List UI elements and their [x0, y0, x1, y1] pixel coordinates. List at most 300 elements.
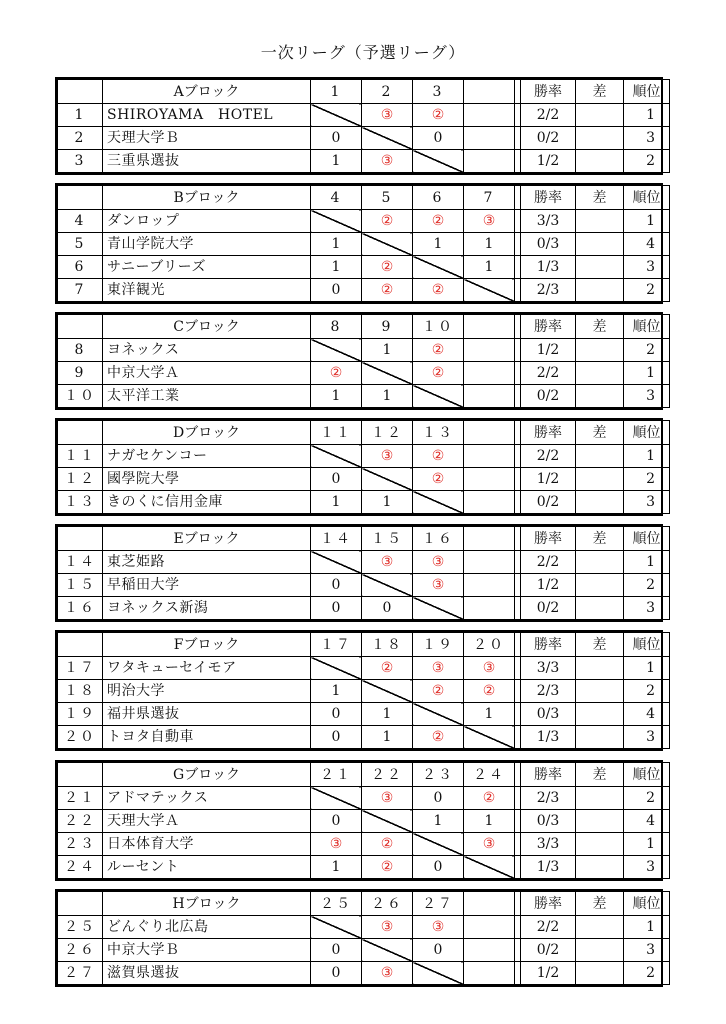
opponent-column-header: ２１ — [311, 763, 362, 787]
standing-rank: 1 — [624, 210, 670, 233]
team-number: 4 — [58, 210, 103, 233]
diff-header: 差 — [576, 633, 624, 657]
header-blank-cell — [58, 633, 103, 657]
win-rate: 2/3 — [521, 279, 576, 302]
point-difference — [576, 279, 624, 302]
rank-header: 順位 — [624, 315, 670, 339]
team-number: １６ — [58, 597, 103, 620]
team-number: ２４ — [58, 856, 103, 879]
league-block — [55, 524, 663, 622]
opponent-column-header: 4 — [311, 186, 362, 210]
table-row — [58, 385, 670, 408]
match-result-cell — [464, 962, 515, 985]
match-result-cell — [464, 916, 515, 939]
opponent-column-header: ２４ — [464, 763, 515, 787]
opponent-column-header: 9 — [362, 315, 413, 339]
table-row — [58, 939, 670, 962]
match-result-cell: ② — [362, 657, 413, 680]
match-result-cell: ③ — [362, 445, 413, 468]
table-row — [58, 339, 670, 362]
win-rate: 2/2 — [521, 104, 576, 127]
team-name: 滋賀県選抜 — [103, 962, 311, 985]
self-match-cell — [311, 916, 362, 939]
point-difference — [576, 210, 624, 233]
team-number: １８ — [58, 680, 103, 703]
match-result-cell: 0 — [362, 597, 413, 620]
team-name: 福井県選抜 — [103, 703, 311, 726]
standing-rank: 1 — [624, 445, 670, 468]
point-difference — [576, 339, 624, 362]
self-match-cell — [362, 468, 413, 491]
team-number: １１ — [58, 445, 103, 468]
match-result-cell: 0 — [311, 468, 362, 491]
point-difference — [576, 385, 624, 408]
team-number: 3 — [58, 150, 103, 173]
opponent-column-header: ２０ — [464, 633, 515, 657]
match-result-cell: 0 — [413, 787, 464, 810]
win-rate: 3/3 — [521, 210, 576, 233]
league-block — [55, 630, 663, 751]
match-result-cell: ② — [413, 362, 464, 385]
standing-rank: 3 — [624, 127, 670, 150]
standing-rank: 2 — [624, 787, 670, 810]
team-number: 9 — [58, 362, 103, 385]
opponent-column-header: １８ — [362, 633, 413, 657]
table-row — [58, 445, 670, 468]
block-name: Fブロック — [103, 633, 311, 657]
opponent-column-header: １７ — [311, 633, 362, 657]
match-result-cell: 0 — [311, 127, 362, 150]
match-result-cell: ③ — [464, 210, 515, 233]
self-match-cell — [413, 833, 464, 856]
table-row — [58, 916, 670, 939]
point-difference — [576, 680, 624, 703]
block-name: Eブロック — [103, 527, 311, 551]
opponent-column-header — [464, 80, 515, 104]
header-blank-cell — [58, 763, 103, 787]
self-match-cell — [464, 279, 515, 302]
league-block — [55, 760, 663, 881]
match-result-cell: ③ — [362, 962, 413, 985]
point-difference — [576, 597, 624, 620]
match-result-cell: ② — [413, 468, 464, 491]
point-difference — [576, 916, 624, 939]
standing-rank: 4 — [624, 233, 670, 256]
self-match-cell — [362, 233, 413, 256]
point-difference — [576, 150, 624, 173]
rate-header: 勝率 — [521, 186, 576, 210]
team-number: 8 — [58, 339, 103, 362]
table-row — [58, 491, 670, 514]
league-block — [55, 312, 663, 410]
win-rate: 3/3 — [521, 833, 576, 856]
point-difference — [576, 468, 624, 491]
point-difference — [576, 726, 624, 749]
match-result-cell — [464, 468, 515, 491]
point-difference — [576, 939, 624, 962]
block-header-row — [58, 892, 670, 916]
match-result-cell — [464, 574, 515, 597]
team-name: ルーセント — [103, 856, 311, 879]
match-result-cell: ③ — [362, 916, 413, 939]
self-match-cell — [362, 939, 413, 962]
standing-rank: 2 — [624, 468, 670, 491]
point-difference — [576, 856, 624, 879]
opponent-column-header: ２３ — [413, 763, 464, 787]
opponent-column-header: １５ — [362, 527, 413, 551]
opponent-column-header — [464, 315, 515, 339]
match-result-cell: 0 — [413, 939, 464, 962]
team-name: 明治大学 — [103, 680, 311, 703]
match-result-cell — [464, 551, 515, 574]
match-result-cell: ③ — [413, 657, 464, 680]
match-result-cell: 0 — [311, 574, 362, 597]
team-number: ２５ — [58, 916, 103, 939]
block-name: Hブロック — [103, 892, 311, 916]
standing-rank: 2 — [624, 680, 670, 703]
table-row — [58, 210, 670, 233]
diff-header: 差 — [576, 80, 624, 104]
match-result-cell: 0 — [311, 597, 362, 620]
win-rate: 2/2 — [521, 551, 576, 574]
match-result-cell: ② — [464, 787, 515, 810]
win-rate: 1/2 — [521, 962, 576, 985]
team-number: 1 — [58, 104, 103, 127]
self-match-cell — [413, 597, 464, 620]
match-result-cell: 1 — [464, 810, 515, 833]
match-result-cell: ② — [464, 680, 515, 703]
table-row — [58, 362, 670, 385]
table-row — [58, 597, 670, 620]
opponent-column-header: １０ — [413, 315, 464, 339]
match-result-cell: ③ — [362, 104, 413, 127]
block-name: Bブロック — [103, 186, 311, 210]
win-rate: 1/3 — [521, 856, 576, 879]
rate-header: 勝率 — [521, 763, 576, 787]
win-rate: 1/2 — [521, 574, 576, 597]
team-name: サニーブリーズ — [103, 256, 311, 279]
rank-header: 順位 — [624, 633, 670, 657]
standing-rank: 3 — [624, 597, 670, 620]
self-match-cell — [413, 385, 464, 408]
self-match-cell — [413, 256, 464, 279]
self-match-cell — [362, 127, 413, 150]
block-header-row — [58, 763, 670, 787]
match-result-cell: ③ — [311, 833, 362, 856]
self-match-cell — [413, 150, 464, 173]
match-result-cell: ③ — [413, 574, 464, 597]
table-row — [58, 680, 670, 703]
team-name: ヨネックス新潟 — [103, 597, 311, 620]
table-row — [58, 233, 670, 256]
match-result-cell: ② — [362, 279, 413, 302]
win-rate: 2/3 — [521, 787, 576, 810]
win-rate: 0/2 — [521, 597, 576, 620]
self-match-cell — [362, 680, 413, 703]
rate-header: 勝率 — [521, 633, 576, 657]
win-rate: 0/2 — [521, 385, 576, 408]
match-result-cell: ② — [413, 210, 464, 233]
point-difference — [576, 962, 624, 985]
self-match-cell — [311, 657, 362, 680]
match-result-cell — [464, 939, 515, 962]
standing-rank: 2 — [624, 574, 670, 597]
standing-rank: 3 — [624, 256, 670, 279]
opponent-column-header: １４ — [311, 527, 362, 551]
diff-header: 差 — [576, 421, 624, 445]
point-difference — [576, 104, 624, 127]
match-result-cell: 1 — [362, 703, 413, 726]
diff-header: 差 — [576, 763, 624, 787]
opponent-column-header: １１ — [311, 421, 362, 445]
opponent-column-header: １２ — [362, 421, 413, 445]
table-row — [58, 726, 670, 749]
team-name: 中京大学Ａ — [103, 362, 311, 385]
team-number: １２ — [58, 468, 103, 491]
rank-header: 順位 — [624, 421, 670, 445]
diff-header: 差 — [576, 892, 624, 916]
opponent-column-header: ２７ — [413, 892, 464, 916]
team-name: ワタキューセイモア — [103, 657, 311, 680]
match-result-cell: 1 — [464, 703, 515, 726]
match-result-cell: 1 — [362, 726, 413, 749]
block-header-row — [58, 421, 670, 445]
opponent-column-header — [464, 421, 515, 445]
self-match-cell — [413, 703, 464, 726]
point-difference — [576, 833, 624, 856]
block-name: Aブロック — [103, 80, 311, 104]
standing-rank: 3 — [624, 491, 670, 514]
point-difference — [576, 127, 624, 150]
team-name: 三重県選抜 — [103, 150, 311, 173]
match-result-cell: 1 — [464, 233, 515, 256]
standing-rank: 1 — [624, 104, 670, 127]
match-result-cell: 1 — [311, 680, 362, 703]
rank-header: 順位 — [624, 763, 670, 787]
standing-rank: 1 — [624, 657, 670, 680]
rate-header: 勝率 — [521, 80, 576, 104]
opponent-column-header: ２６ — [362, 892, 413, 916]
block-name: Cブロック — [103, 315, 311, 339]
team-name: ヨネックス — [103, 339, 311, 362]
self-match-cell — [311, 210, 362, 233]
match-result-cell: ② — [311, 362, 362, 385]
rate-header: 勝率 — [521, 315, 576, 339]
team-name: 青山学院大学 — [103, 233, 311, 256]
match-result-cell: ③ — [464, 833, 515, 856]
match-result-cell: 0 — [311, 726, 362, 749]
team-number: 5 — [58, 233, 103, 256]
block-header-row — [58, 633, 670, 657]
table-row — [58, 150, 670, 173]
league-block — [55, 418, 663, 516]
header-blank-cell — [58, 421, 103, 445]
team-name: 太平洋工業 — [103, 385, 311, 408]
standing-rank: 1 — [624, 833, 670, 856]
match-result-cell: 1 — [311, 856, 362, 879]
match-result-cell: ③ — [413, 916, 464, 939]
match-result-cell: ③ — [362, 787, 413, 810]
match-result-cell: 1 — [311, 385, 362, 408]
header-blank-cell — [58, 892, 103, 916]
self-match-cell — [311, 787, 362, 810]
team-number: 7 — [58, 279, 103, 302]
match-result-cell: 1 — [311, 233, 362, 256]
standing-rank: 3 — [624, 856, 670, 879]
match-result-cell: ② — [362, 210, 413, 233]
standing-rank: 4 — [624, 703, 670, 726]
match-result-cell: ② — [413, 726, 464, 749]
point-difference — [576, 810, 624, 833]
match-result-cell: ② — [413, 279, 464, 302]
match-result-cell: 0 — [311, 810, 362, 833]
table-row — [58, 657, 670, 680]
league-block — [55, 889, 663, 987]
table-row — [58, 703, 670, 726]
standing-rank: 1 — [624, 916, 670, 939]
standing-rank: 3 — [624, 939, 670, 962]
opponent-column-header: １６ — [413, 527, 464, 551]
match-result-cell: ③ — [362, 551, 413, 574]
point-difference — [576, 491, 624, 514]
match-result-cell: ② — [413, 104, 464, 127]
opponent-column-header — [464, 892, 515, 916]
match-result-cell: 1 — [413, 233, 464, 256]
team-name: アドマテックス — [103, 787, 311, 810]
opponent-column-header: 1 — [311, 80, 362, 104]
point-difference — [576, 703, 624, 726]
opponent-column-header: ２５ — [311, 892, 362, 916]
match-result-cell: 1 — [311, 491, 362, 514]
win-rate: 0/3 — [521, 233, 576, 256]
block-header-row — [58, 80, 670, 104]
team-name: 天理大学Ｂ — [103, 127, 311, 150]
block-header-row — [58, 527, 670, 551]
table-row — [58, 551, 670, 574]
rate-header: 勝率 — [521, 421, 576, 445]
header-blank-cell — [58, 186, 103, 210]
match-result-cell — [464, 127, 515, 150]
match-result-cell: ② — [413, 680, 464, 703]
self-match-cell — [311, 339, 362, 362]
team-name: ナガセケンコー — [103, 445, 311, 468]
self-match-cell — [362, 810, 413, 833]
team-number: １９ — [58, 703, 103, 726]
table-row — [58, 104, 670, 127]
match-result-cell: ② — [413, 445, 464, 468]
self-match-cell — [464, 726, 515, 749]
win-rate: 3/3 — [521, 657, 576, 680]
win-rate: 0/2 — [521, 127, 576, 150]
rate-header: 勝率 — [521, 527, 576, 551]
win-rate: 1/2 — [521, 339, 576, 362]
table-row — [58, 856, 670, 879]
match-result-cell — [464, 491, 515, 514]
opponent-column-header: ２２ — [362, 763, 413, 787]
standing-rank: 4 — [624, 810, 670, 833]
standing-rank: 1 — [624, 362, 670, 385]
team-number: ２０ — [58, 726, 103, 749]
header-blank-cell — [58, 315, 103, 339]
match-result-cell: 0 — [413, 856, 464, 879]
rank-header: 順位 — [624, 527, 670, 551]
win-rate: 1/2 — [521, 150, 576, 173]
standing-rank: 2 — [624, 962, 670, 985]
self-match-cell — [311, 104, 362, 127]
league-block — [55, 77, 663, 175]
self-match-cell — [311, 551, 362, 574]
opponent-column-header: 8 — [311, 315, 362, 339]
match-result-cell: ③ — [413, 551, 464, 574]
opponent-column-header — [464, 527, 515, 551]
standing-rank: 2 — [624, 150, 670, 173]
table-row — [58, 787, 670, 810]
table-row — [58, 810, 670, 833]
table-row — [58, 256, 670, 279]
table-row — [58, 574, 670, 597]
team-name: どんぐり北広島 — [103, 916, 311, 939]
self-match-cell — [362, 574, 413, 597]
block-name: Dブロック — [103, 421, 311, 445]
team-number: １７ — [58, 657, 103, 680]
win-rate: 1/3 — [521, 726, 576, 749]
win-rate: 2/3 — [521, 680, 576, 703]
team-name: 日本体育大学 — [103, 833, 311, 856]
table-row — [58, 279, 670, 302]
league-block — [55, 183, 663, 304]
match-result-cell: 1 — [311, 150, 362, 173]
team-name: 早稲田大学 — [103, 574, 311, 597]
diff-header: 差 — [576, 315, 624, 339]
team-number: １０ — [58, 385, 103, 408]
point-difference — [576, 787, 624, 810]
match-result-cell: ② — [362, 856, 413, 879]
team-name: ダンロップ — [103, 210, 311, 233]
match-result-cell — [464, 445, 515, 468]
block-name: Gブロック — [103, 763, 311, 787]
table-row — [58, 962, 670, 985]
point-difference — [576, 551, 624, 574]
match-result-cell: 1 — [362, 339, 413, 362]
table-row — [58, 127, 670, 150]
team-number: ２２ — [58, 810, 103, 833]
self-match-cell — [413, 491, 464, 514]
team-name: 天理大学Ａ — [103, 810, 311, 833]
match-result-cell: ② — [413, 339, 464, 362]
team-name: 東芝姫路 — [103, 551, 311, 574]
win-rate: 0/3 — [521, 810, 576, 833]
header-blank-cell — [58, 527, 103, 551]
opponent-column-header: 6 — [413, 186, 464, 210]
rank-header: 順位 — [624, 186, 670, 210]
match-result-cell: ② — [362, 256, 413, 279]
opponent-column-header: １９ — [413, 633, 464, 657]
rank-header: 順位 — [624, 80, 670, 104]
point-difference — [576, 256, 624, 279]
standing-rank: 1 — [624, 551, 670, 574]
self-match-cell — [413, 962, 464, 985]
match-result-cell — [464, 339, 515, 362]
team-name: 東洋観光 — [103, 279, 311, 302]
team-number: ２７ — [58, 962, 103, 985]
point-difference — [576, 445, 624, 468]
team-name: 國學院大學 — [103, 468, 311, 491]
win-rate: 0/2 — [521, 939, 576, 962]
opponent-column-header: 2 — [362, 80, 413, 104]
table-row — [58, 833, 670, 856]
team-name: トヨタ自動車 — [103, 726, 311, 749]
match-result-cell — [464, 150, 515, 173]
